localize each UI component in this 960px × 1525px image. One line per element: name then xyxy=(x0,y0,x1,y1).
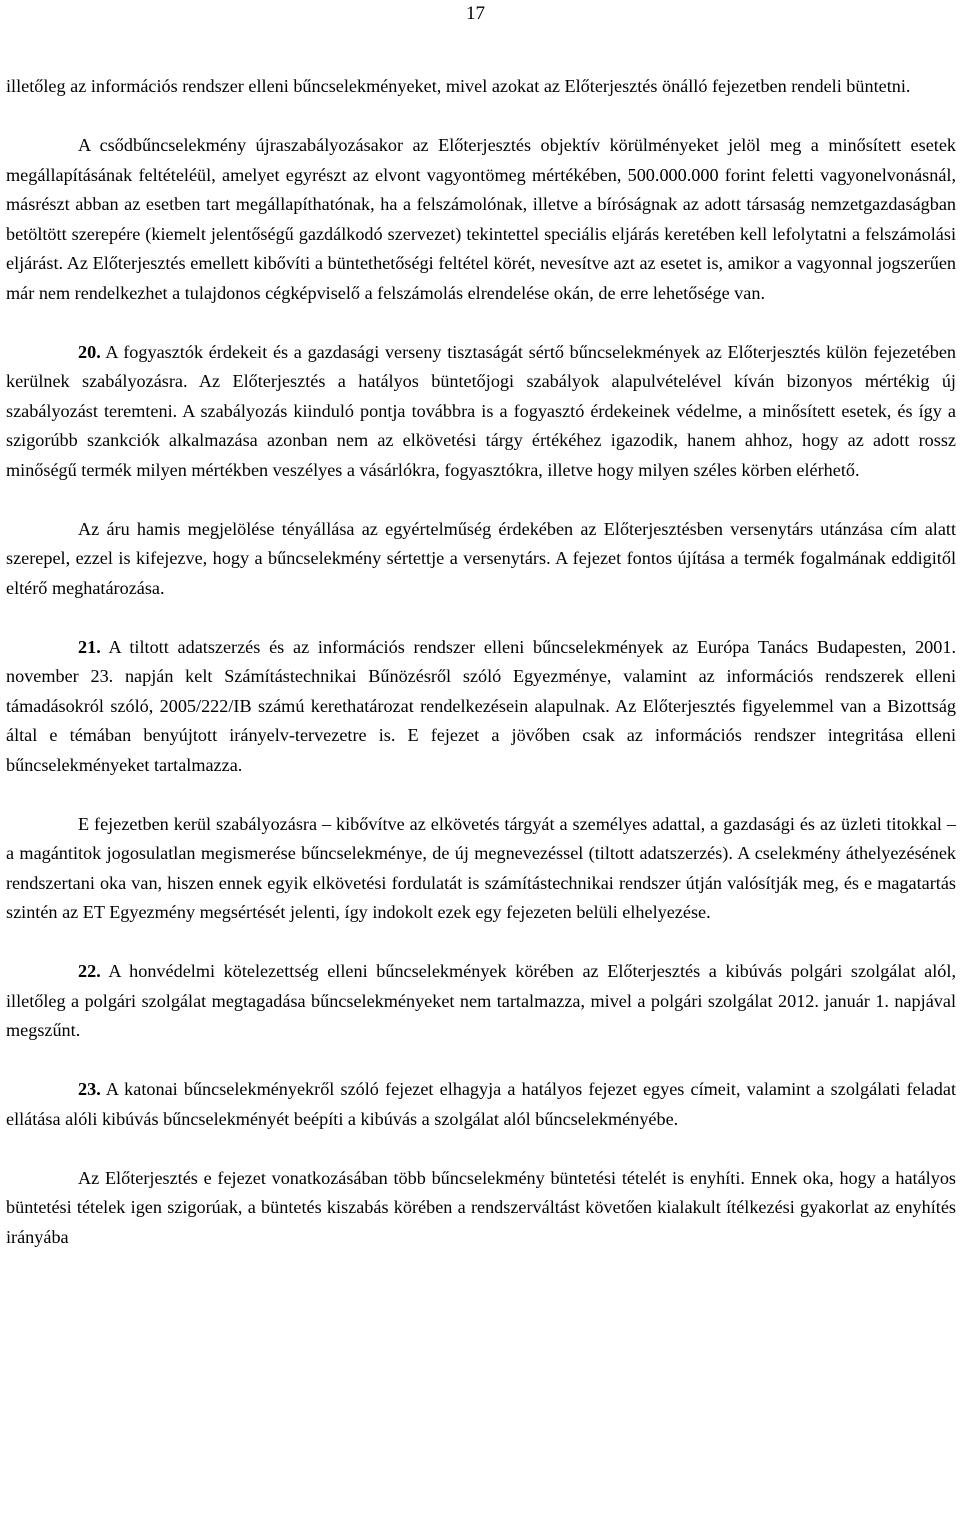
paragraph-csodbuncselekmeny: A csődbűncselekmény újraszabályozásakor az Előterjesztés objektív körülményeket jelöl meg a minősített esetek megállapításának feltételéül, amelyet egyrészt az elvont vagyontömeg mértékében, 500.000.000 forint feletti vagyonelvonásnál, másrészt abban az esetben tart megállapíthatónak, ha a felszámolónak, illetve a bíróságnak az adott társaság nemzetgazdaságban betöltött szerepére (kiemelt jelentőségű gazdálkodó szervezet) tekintettel speciális eljárás keretében kell lefolytatni a felszámolási eljárást. Az Előterjesztés emellett kibővíti a büntethetőségi feltétel körét, nevesítve azt az esetet is, amikor a vagyonnal jogszerűen már nem rendelkezhet a tulajdonos cégképviselő a felszámolás elrendelése okán, de erre lehetősége van. xyxy=(6,135,956,303)
section-20-text: A fogyasztók érdekeit és a gazdasági verseny tisztaságát sértő bűncselekmények az Előterjesztés külön fejezetében kerülnek szabályozásra. Az Előterjesztés a hatályos büntetőjogi szabályok alapulvételével kíván bizonyos mértékig új szabályozást teremteni. A szabályozás kiinduló pontja továbbra is a fogyasztó érdekeinek védelme, a minősített esetek, és így a szigorúbb szankciók alkalmazása azonban nem az elkövetési tárgy értékéhez igazodik, hanem ahhoz, hogy az adott rossz minőségű termék milyen mértékben veszélyes a vásárlókra, fogyasztókra, illetve hogy milyen széles körben elérhető. xyxy=(6,341,956,480)
paragraph-section-23 xyxy=(6,1075,956,1134)
section-number-21: 21. xyxy=(78,636,101,657)
paragraph-section-20 xyxy=(6,338,956,486)
section-22-text: A honvédelmi kötelezettség elleni bűncselekmények körében az Előterjesztés a kibúvás polgári szolgálat alól, illetőleg a polgári szolgálat megtagadása bűncselekményeket nem tartalmazza, mivel a polgári szolgálat 2012. január 1. napjával megszűnt. xyxy=(6,961,956,1040)
paragraph-buntetesi-tetel: Az Előterjesztés e fejezet vonatkozásában több bűncselekmény büntetési tételét is enyhíti. Ennek oka, hogy a hatályos büntetési tételek igen szigorúak, a büntetés kiszabás körében a rendszerváltást követően kialakult ítélkezési gyakorlat az enyhítés irányába xyxy=(6,1167,956,1247)
page-number: 17 xyxy=(466,3,485,24)
paragraph-tiltott-adatszerzes: E fejezetben kerül szabályozásra – kibővítve az elkövetés tárgyát a személyes adattal, a gazdasági és az üzleti titokkal – a magántitok jogosulatlan megismerése bűncselekménye, de új megnevezéssel (tiltott adatszerzés). A cselekmény áthelyezésének rendszertani oka van, hiszen ennek egyik elkövetési fordulatát is számítástechnikai rendszer útján valósítják meg, és e magatartás szintén az ET Egyezmény megsértését jelenti, így indokolt ezek egy fejezeten belüli elhelyezése. xyxy=(6,813,956,922)
section-number-20: 20. xyxy=(78,341,101,362)
section-number-23: 23. xyxy=(78,1079,101,1099)
paragraph-aru-hamis-megjelolese: Az áru hamis megjelölése tényállása az egyértelműség érdekében az Előterjesztésben versenytárs utánzása cím alatt szerepel, ezzel is kifejezve, hogy a bűncselekmény sértettje a versenytárs. A fejezet fontos újítása a termék fogalmának eddigitől eltérő meghatározása. xyxy=(6,518,956,598)
paragraph-section-21 xyxy=(6,633,956,781)
paragraph-section-22 xyxy=(6,957,956,1046)
section-23-text: A katonai bűncselekményekről szóló fejezet elhagyja a hatályos fejezet egyes címeit, valamint a szolgálati feladat ellátása alóli kibúvás bűncselekményét beépíti a kibúvás a szolgálat alól bűncselekményébe. xyxy=(6,1079,956,1129)
paragraph-continuation: illetőleg az információs rendszer elleni bűncselekményeket, mivel azokat az Előterjesztés önálló fejezetben rendeli büntetni. xyxy=(6,76,911,96)
section-number-22: 22. xyxy=(78,961,101,981)
document-body xyxy=(6,72,956,1252)
section-21-text: A tiltott adatszerzés és az információs rendszer elleni bűncselekmények az Európa Tanács Budapesten, 2001. november 23. napján kelt Számítástechnikai Bűnözésről szóló Egyezménye, valamint az információs rendszerek elleni támadásokról szóló, 2005/222/IB számú kerethatározat rendelkezésein alapulnak. Az Előterjesztés figyelemmel van a Bizottság által e témában benyújtott irányelv-tervezetre is. E fejezet a jövőben csak az információs rendszer integritása elleni bűncselekményeket tartalmazza. xyxy=(6,636,956,775)
